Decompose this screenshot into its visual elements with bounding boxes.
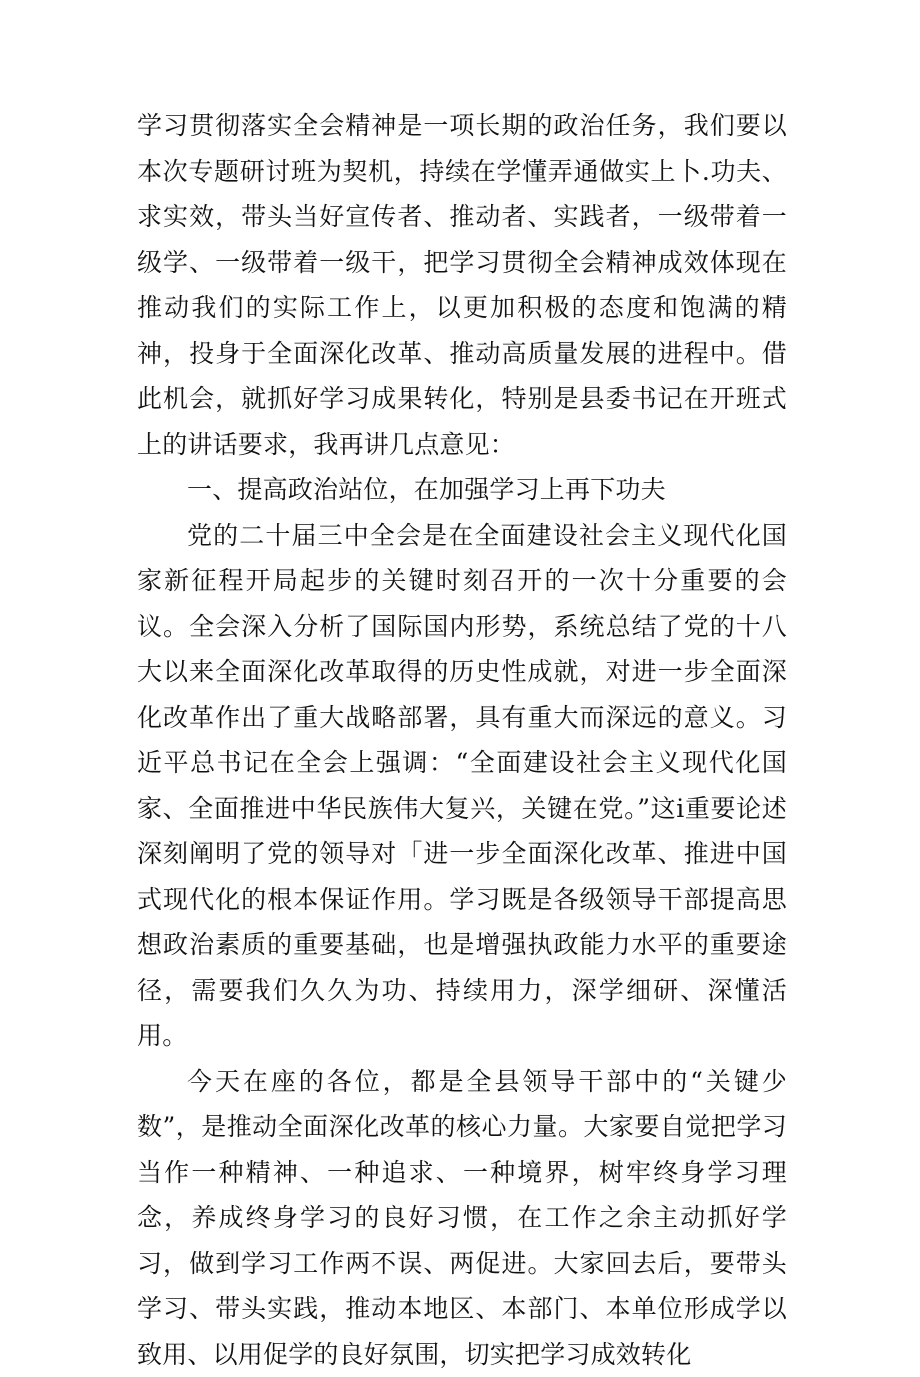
paragraph-plenary-session: 党的二十届三中全会是在全面建设社会主义现代化国家新征程开局起步的关键时刻召开的一次十分重要的会议。全会深入分析了国际国内形势，系统总结了党的十八大以来全面深化改革取得的历史性成就，对进一步全面深化改革作出了重大战略部署，具有重大而深远的意义。习近平总书记在全会上强调：“全面建设社会主义现代化国家、全面推进中华民族伟大复兴，关键在党。”这i重要论述深刻阐明了党的领导对「进一步全面深化改革、推进中国式现代化的根本保证作用。学习既是各级领导干部提高思想政治素质的重要基础，也是增强执政能力水平的重要途径，需要我们久久为功、持续用力，深学细研、深懂活用。 xyxy=(137,513,787,1059)
paragraph-key-minority: 今天在座的各位，都是全县领导干部中的“关键少数”，是推动全面深化改革的核心力量。大家要自觉把学习当作一种精神、一种追求、一种境界，树牢终身学习理念，养成终身学习的良好习惯，在工作之余主动抓好学习，做到学习工作两不误、两促进。大家回去后，要带头学习、带头实践，推动本地区、本部门、本单位形成学以致用、以用促学的良好氛围，切实把学习成效转化 xyxy=(137,1059,787,1377)
section-heading-1: 一、提高政治站位，在加强学习上再下功夫 xyxy=(137,467,787,513)
paragraph-intro: 学习贯彻落实全会精神是一项长期的政治任务，我们要以本次专题研讨班为契机，持续在学懂弄通做实上卜.功夫、求实效，带头当好宣传者、推动者、实践者，一级带着一级学、一级带着一级干，把学习贯彻全会精神成效体现在推动我们的实际工作上，以更加积极的态度和饱满的精神，投身于全面深化改革、推动高质量发展的进程中。借此机会，就抓好学习成果转化，特别是县委书记在开班式上的讲话要求，我再讲几点意见： xyxy=(137,103,787,467)
document-body xyxy=(137,103,787,1377)
